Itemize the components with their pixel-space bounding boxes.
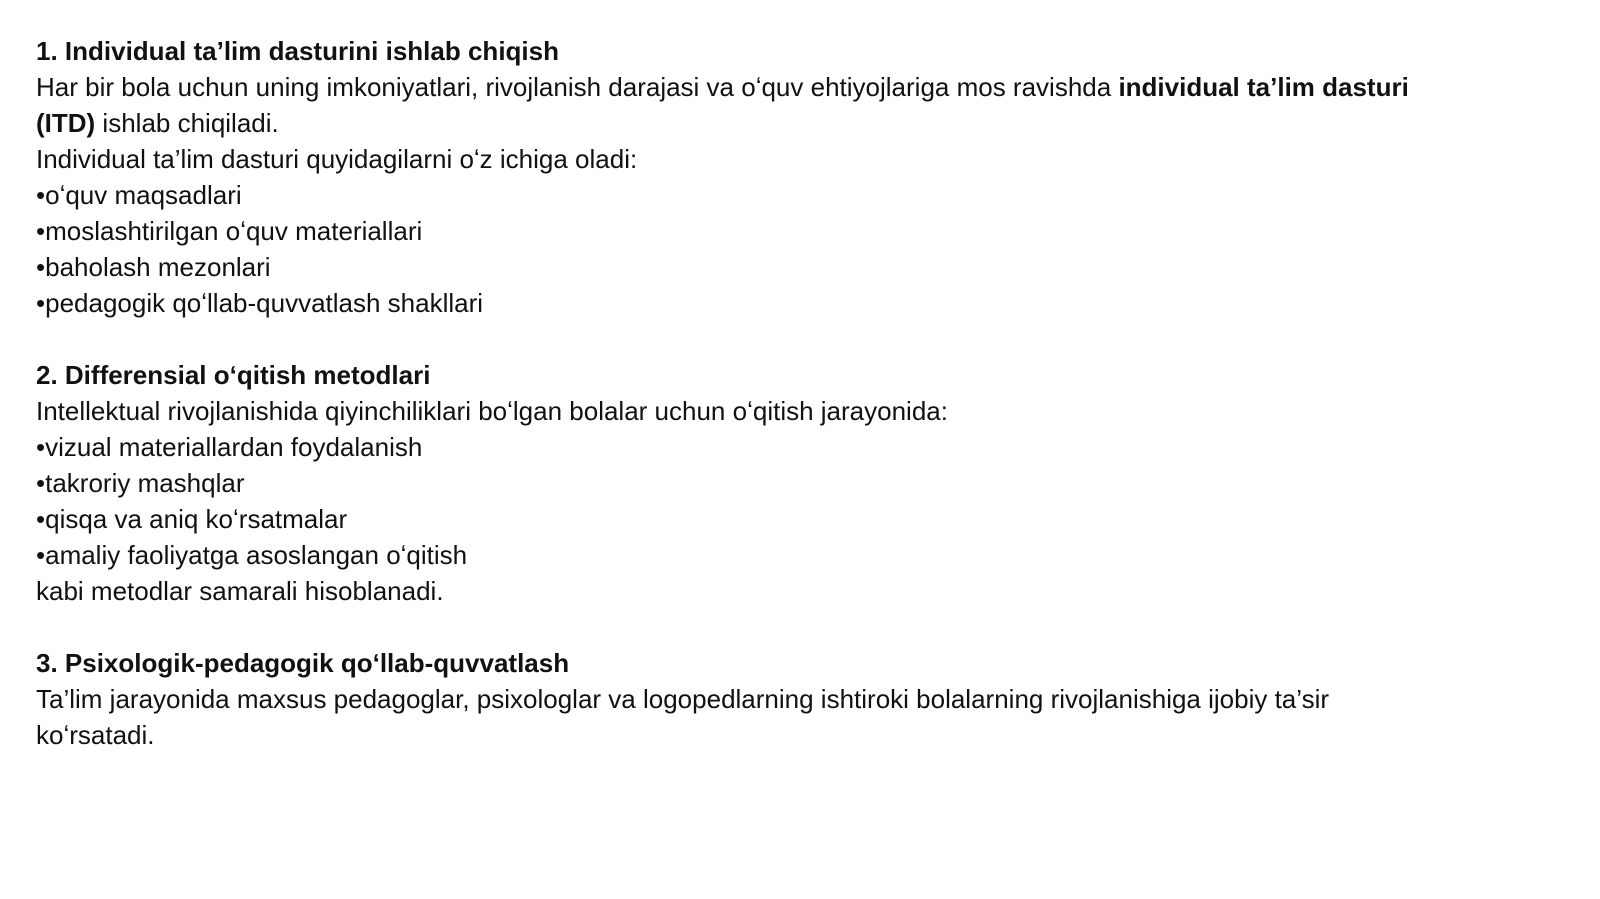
section2-bullet: •vizual materiallardan foydalanish: [36, 432, 423, 462]
section2-outro: kabi metodlar samarali hisoblanadi.: [36, 576, 444, 606]
section1-para-bold: individual ta’lim dasturi (ITD): [36, 72, 1409, 138]
section1-heading: 1. Individual ta’lim dasturini ishlab chiqish: [36, 36, 559, 66]
section1-bullet: •oʻquv maqsadlari: [36, 180, 242, 210]
section1-bullet: •pedagogik qoʻllab-quvvatlash shakllari: [36, 288, 484, 318]
section1-paragraph: [36, 69, 1436, 141]
section1-bullet: •moslashtirilgan oʻquv materiallari: [36, 216, 423, 246]
section1-bullet: •baholash mezonlari: [36, 252, 271, 282]
section2-bullet: •qisqa va aniq koʻrsatmalar: [36, 504, 348, 534]
section1-intro: Individual ta’lim dasturi quyidagilarni oʻz ichiga oladi:: [36, 144, 638, 174]
spacer: [36, 609, 1436, 645]
section1-para-end: ishlab chiqiladi.: [95, 108, 279, 138]
section2-intro: Intellektual rivojlanishida qiyinchiliklari boʻlgan bolalar uchun oʻqitish jarayonida:: [36, 396, 948, 426]
section2-bullet: •amaliy faoliyatga asoslangan oʻqitish: [36, 540, 468, 570]
section3-heading: 3. Psixologik-pedagogik qoʻllab-quvvatlash: [36, 648, 570, 678]
spacer: [36, 321, 1436, 357]
section2-heading: 2. Differensial oʻqitish metodlari: [36, 360, 431, 390]
section1-para-start: Har bir bola uchun uning imkoniyatlari, rivojlanish darajasi va oʻquv ehtiyojlariga mos ravishda: [36, 72, 1119, 102]
slide-content: [36, 33, 1436, 753]
section2-bullet: •takroriy mashqlar: [36, 468, 245, 498]
section3-paragraph: Ta’lim jarayonida maxsus pedagoglar, psixologlar va logopedlarning ishtiroki bolalarning rivojlanishiga ijobiy ta’sir koʻrsatadi.: [36, 684, 1330, 750]
